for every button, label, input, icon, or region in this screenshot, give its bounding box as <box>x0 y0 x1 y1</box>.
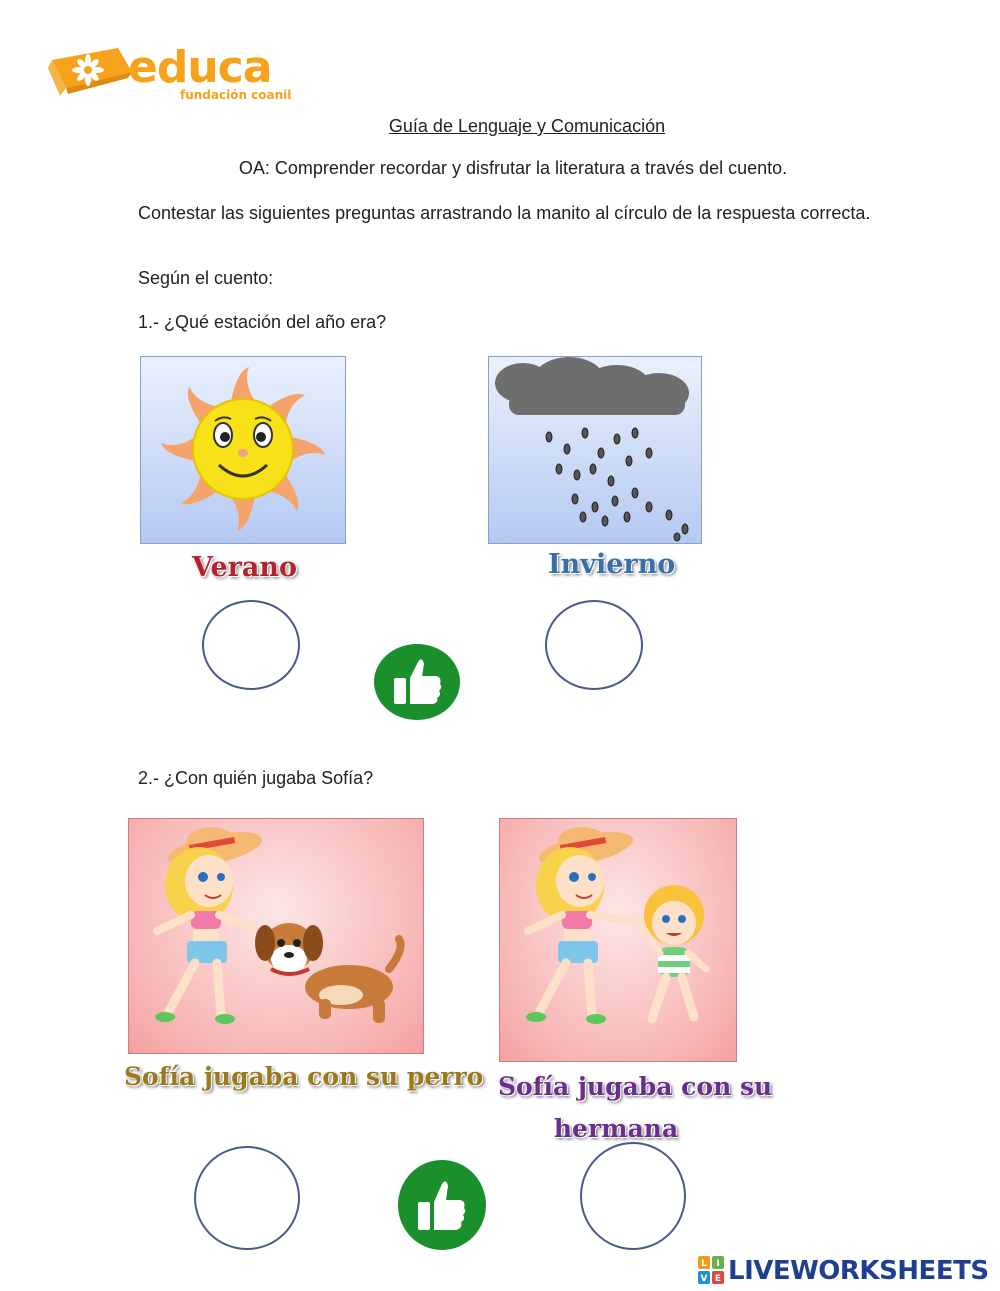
option-invierno-label: Invierno <box>548 549 676 580</box>
intro-text: Según el cuento: <box>138 268 274 288</box>
brand-subtitle: fundación coanil <box>180 88 292 102</box>
girl-with-dog-image <box>128 818 424 1054</box>
liveworksheets-logo <box>698 1254 992 1288</box>
thumbs-up-icon <box>374 644 460 720</box>
brand-name: educa <box>128 42 272 93</box>
answer-circle-hermana[interactable] <box>580 1142 686 1250</box>
option-hermana-label-line1: Sofía jugaba con su <box>498 1072 773 1101</box>
educa-logo <box>48 38 298 108</box>
girl-with-sister-icon <box>500 819 736 1061</box>
book-flower-icon <box>48 38 134 108</box>
liveworksheets-wordmark: LIVEWORKSHEETS <box>728 1256 989 1286</box>
option-perro-label: Sofía jugaba con su perro <box>124 1062 484 1091</box>
rain-cloud-icon <box>489 357 701 543</box>
sun-image <box>140 356 346 544</box>
answer-circle-verano[interactable] <box>202 600 300 690</box>
thumbs-up-icon <box>398 1160 486 1250</box>
question-2-prompt: 2.- ¿Con quién jugaba Sofía? <box>138 768 374 788</box>
learning-objective: OA: Comprender recordar y disfrutar la literatura a través del cuento. <box>238 158 788 178</box>
option-verano-label: Verano <box>192 552 298 583</box>
girl-with-sister-image <box>499 818 737 1062</box>
thumbs-up-drag-2[interactable] <box>398 1160 486 1250</box>
svg-text:E: E <box>714 1274 722 1284</box>
svg-text:I: I <box>716 1259 720 1269</box>
svg-text:L: L <box>701 1259 707 1269</box>
girl-with-dog-icon <box>129 819 423 1053</box>
live-badge-icon <box>698 1256 726 1286</box>
sun-icon <box>141 357 345 543</box>
answer-circle-invierno[interactable] <box>545 600 643 690</box>
option-hermana-label-line2: hermana <box>553 1114 679 1143</box>
rain-image <box>488 356 702 544</box>
question-1-prompt: 1.- ¿Qué estación del año era? <box>138 312 387 332</box>
option-hermana-label <box>498 1066 773 1150</box>
thumbs-up-drag-1[interactable] <box>374 644 460 720</box>
instructions: Contestar las siguientes preguntas arrastrando la manito al círculo de la respuesta correcta. <box>138 203 871 223</box>
svg-text:V: V <box>700 1274 708 1284</box>
answer-circle-perro[interactable] <box>194 1146 300 1250</box>
worksheet-title: Guía de Lenguaje y Comunicación <box>388 116 666 136</box>
